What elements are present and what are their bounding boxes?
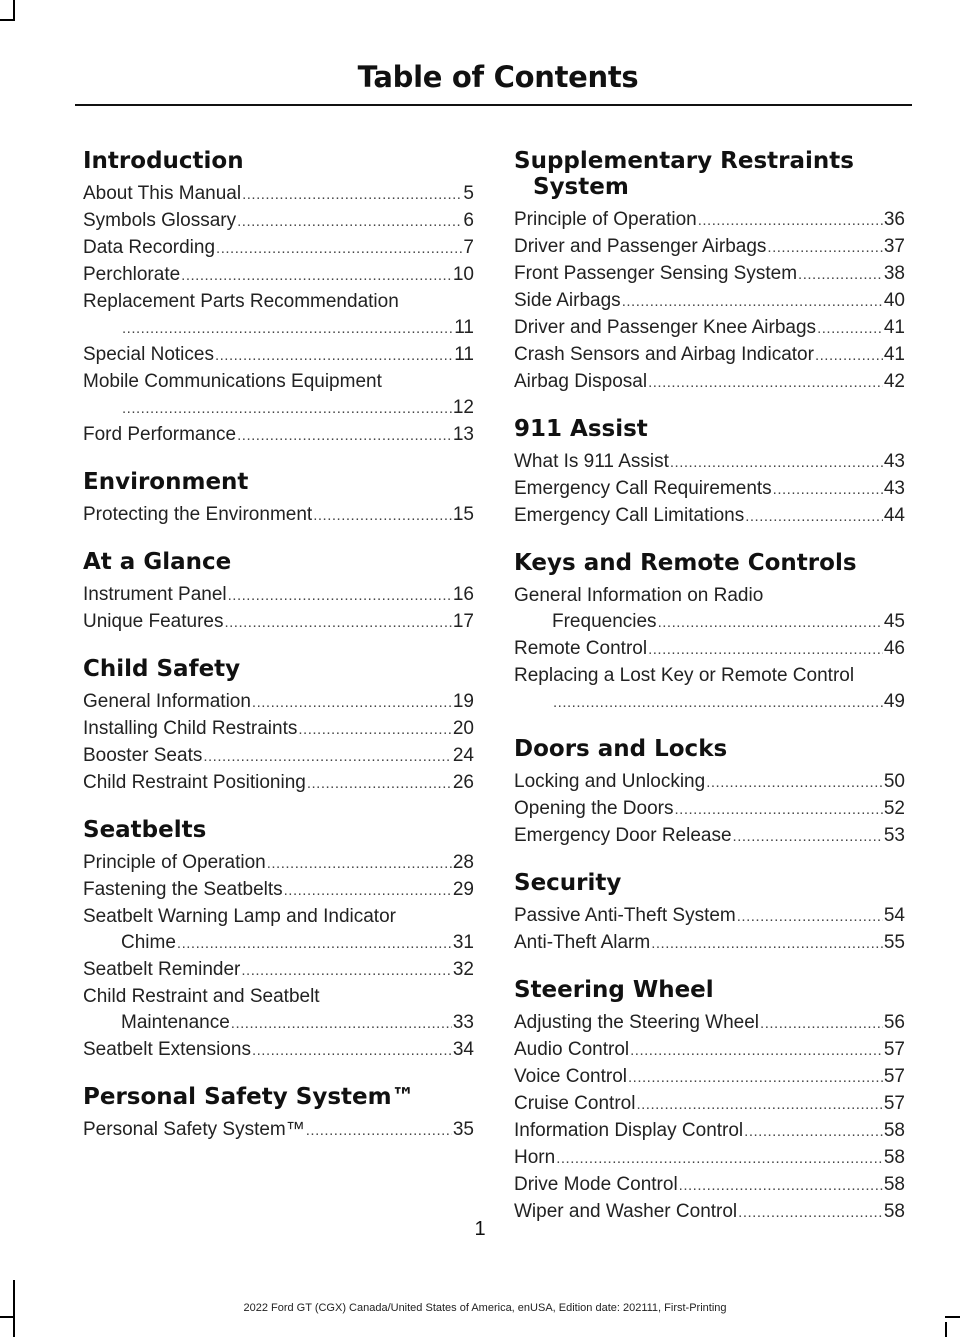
toc-entry[interactable] (514, 1145, 905, 1172)
dot-leader (216, 236, 462, 262)
toc-entry[interactable] (514, 1172, 905, 1199)
toc-entry-title: Protecting the Environment (83, 504, 313, 525)
toc-entry-title: Replacement Parts Recommendation (83, 291, 399, 312)
toc-entry[interactable] (83, 689, 474, 716)
dot-leader (630, 1038, 883, 1064)
section-heading: Steering Wheel (514, 977, 714, 1003)
toc-entry[interactable] (514, 315, 905, 342)
dot-leader (556, 1146, 883, 1172)
toc-entry[interactable] (514, 823, 905, 850)
toc-entry-title: Emergency Call Requirements (514, 478, 772, 499)
toc-entry-page: 32 (452, 959, 474, 980)
dot-leader (215, 343, 453, 369)
toc-entry-title: Cruise Control (514, 1093, 636, 1114)
toc-entry-leader-row (533, 609, 905, 636)
toc-entry-title: Anti-Theft Alarm (514, 932, 651, 953)
dot-leader (670, 450, 883, 476)
toc-entry[interactable] (83, 850, 474, 877)
toc-entry-row (83, 422, 474, 449)
toc-section (514, 416, 905, 530)
toc-entry-title: Airbag Disposal (514, 371, 648, 392)
section-heading: Security (514, 870, 622, 896)
toc-entry-row (83, 181, 474, 208)
toc-section (514, 148, 905, 396)
toc-entry-page: 6 (463, 210, 474, 231)
toc-entry[interactable] (514, 1118, 905, 1145)
toc-entry-page: 50 (883, 771, 905, 792)
dot-leader (306, 1118, 452, 1144)
toc-section (514, 977, 905, 1226)
dot-leader (628, 1065, 883, 1091)
toc-entry-row (514, 261, 905, 288)
toc-entry-leader-row (102, 1010, 474, 1037)
toc-entry[interactable] (83, 984, 474, 1037)
toc-entry-row (83, 235, 474, 262)
page-number: 1 (474, 1218, 486, 1240)
toc-entry-row (83, 1117, 474, 1144)
toc-entry-row (83, 609, 474, 636)
dot-leader (298, 717, 451, 743)
section-heading: Doors and Locks (514, 736, 728, 762)
dot-leader (648, 637, 883, 663)
toc-entry-page: 37 (883, 236, 905, 257)
toc-entry-page: 45 (883, 611, 905, 632)
toc-entry-title: Principle of Operation (83, 852, 266, 873)
page-title: Table of Contents (357, 60, 639, 94)
dot-leader (675, 797, 883, 823)
dot-leader (744, 1119, 883, 1145)
toc-entry-title: Voice Control (514, 1066, 628, 1087)
toc-entry-title: Unique Features (83, 611, 224, 632)
toc-entry[interactable] (83, 181, 474, 208)
toc-entry[interactable] (514, 207, 905, 234)
toc-entry[interactable] (83, 342, 474, 369)
toc-entry-row (83, 770, 474, 797)
dot-leader (181, 263, 452, 289)
toc-entry-page: 41 (883, 317, 905, 338)
toc-entry[interactable] (514, 369, 905, 396)
toc-entry-page: 55 (883, 932, 905, 953)
toc-entry-title: General Information (83, 691, 251, 712)
dot-leader (658, 610, 883, 636)
toc-entry[interactable] (83, 422, 474, 449)
toc-section (83, 549, 474, 636)
toc-entry-row (514, 1172, 905, 1199)
toc-entry[interactable] (83, 904, 474, 957)
toc-entry-row (83, 957, 474, 984)
toc-entry-row (514, 342, 905, 369)
toc-entry-page: 34 (452, 1039, 474, 1060)
toc-entry[interactable] (514, 1037, 905, 1064)
section-heading: Environment (83, 469, 249, 495)
toc-entry-title: Booster Seats (83, 745, 203, 766)
toc-entry-row (83, 689, 474, 716)
section-heading: 911 Assist (514, 416, 648, 442)
toc-entry-row (514, 1010, 905, 1037)
toc-left-column (83, 148, 474, 1164)
toc-entry-page: 57 (883, 1039, 905, 1060)
toc-entry-row (514, 823, 905, 850)
dot-leader (237, 209, 462, 235)
toc-entry-page: 58 (883, 1174, 905, 1195)
toc-entry[interactable] (83, 582, 474, 609)
toc-entry-title: Child Restraint and Seatbelt (83, 986, 320, 1007)
toc-entry-title: Emergency Door Release (514, 825, 732, 846)
toc-entry-row (514, 1037, 905, 1064)
toc-entry[interactable] (514, 234, 905, 261)
crop-mark (945, 1316, 960, 1318)
toc-entry[interactable] (514, 583, 905, 636)
toc-entry-title: Audio Control (514, 1039, 630, 1060)
toc-entry[interactable] (83, 609, 474, 636)
toc-right-column (514, 148, 905, 1246)
toc-entry-title: Remote Control (514, 638, 648, 659)
toc-entry-page: 24 (452, 745, 474, 766)
dot-leader (698, 208, 883, 234)
toc-entry-page: 54 (883, 905, 905, 926)
toc-entry[interactable] (83, 1117, 474, 1144)
toc-entry-row (83, 877, 474, 904)
dot-leader (733, 824, 883, 850)
toc-entry-row (83, 850, 474, 877)
toc-entry-page: 31 (452, 932, 474, 953)
toc-entry[interactable] (83, 743, 474, 770)
toc-entry-title: General Information on Radio (514, 585, 764, 606)
crop-mark (0, 1316, 15, 1318)
toc-entry-title: Perchlorate (83, 264, 181, 285)
dot-leader (228, 583, 452, 609)
dot-leader (679, 1173, 883, 1199)
toc-entry-page: 43 (883, 478, 905, 499)
toc-entry-title: About This Manual (83, 183, 242, 204)
toc-entry-row (83, 1037, 474, 1064)
toc-entry-title: Seatbelt Extensions (83, 1039, 251, 1060)
toc-entry-title: Instrument Panel (83, 584, 227, 605)
toc-entry-page: 33 (452, 1012, 474, 1033)
toc-entry-title: Installing Child Restraints (83, 718, 298, 739)
toc-entry[interactable] (83, 235, 474, 262)
toc-entry-page: 20 (452, 718, 474, 739)
toc-entry[interactable] (83, 957, 474, 984)
toc-entry[interactable] (83, 289, 474, 342)
section-heading: Introduction (83, 148, 244, 174)
toc-entry[interactable] (514, 261, 905, 288)
toc-entry-title: Seatbelt Warning Lamp and Indicator (83, 906, 396, 927)
dot-leader (122, 316, 453, 342)
dot-leader (636, 1092, 882, 1118)
toc-entry-title: Emergency Call Limitations (514, 505, 745, 526)
dot-leader (284, 878, 452, 904)
toc-section (514, 550, 905, 716)
section-heading: Personal Safety System™ (83, 1084, 415, 1110)
toc-section (83, 656, 474, 797)
toc-entry-title: Horn (514, 1147, 556, 1168)
section-heading: Child Safety (83, 656, 241, 682)
crop-mark (0, 19, 15, 21)
toc-entry-row (514, 1064, 905, 1091)
toc-entry-row (83, 342, 474, 369)
toc-entry-page: 57 (883, 1066, 905, 1087)
toc-entry-page: 35 (452, 1119, 474, 1140)
toc-entry-row (514, 369, 905, 396)
toc-entry-page: 7 (463, 237, 474, 258)
toc-entry-row (514, 1145, 905, 1172)
toc-entry-row (83, 743, 474, 770)
toc-entry-page: 28 (452, 852, 474, 873)
dot-leader (177, 931, 452, 957)
dot-leader (313, 503, 452, 529)
dot-leader (767, 235, 882, 261)
toc-entry-row (514, 503, 905, 530)
dot-leader (553, 690, 883, 716)
dot-leader (242, 182, 462, 208)
toc-entry[interactable] (83, 1037, 474, 1064)
toc-entry-page: 10 (452, 264, 474, 285)
toc-entry-page: 15 (452, 504, 474, 525)
toc-entry-page: 44 (883, 505, 905, 526)
section-heading: Supplementary Restraints System (514, 148, 854, 200)
toc-entry[interactable] (514, 1010, 905, 1037)
toc-entry-title: Side Airbags (514, 290, 621, 311)
toc-entry[interactable] (514, 663, 905, 716)
toc-entry-title: Locking and Unlocking (514, 771, 706, 792)
toc-entry-title: Crash Sensors and Airbag Indicator (514, 344, 814, 365)
dot-leader (648, 370, 883, 396)
dot-leader (760, 1011, 883, 1037)
toc-entry-row (514, 207, 905, 234)
section-heading: At a Glance (83, 549, 232, 575)
dot-leader (252, 1038, 452, 1064)
dot-leader (622, 289, 883, 315)
toc-entry-title: Principle of Operation (514, 209, 697, 230)
toc-entry-leader-row (102, 930, 474, 957)
toc-entry-row (514, 1091, 905, 1118)
crop-mark (13, 0, 15, 20)
toc-entry-page: 53 (883, 825, 905, 846)
toc-entry-page: 16 (452, 584, 474, 605)
toc-entry[interactable] (83, 877, 474, 904)
toc-entry-title: Driver and Passenger Airbags (514, 236, 767, 257)
toc-entry-page: 40 (883, 290, 905, 311)
toc-entry-page: 46 (883, 638, 905, 659)
toc-entry[interactable] (514, 288, 905, 315)
toc-entry-title: Child Restraint Positioning (83, 772, 306, 793)
dot-leader (203, 744, 452, 770)
toc-entry[interactable] (514, 930, 905, 957)
toc-entry[interactable] (83, 208, 474, 235)
toc-entry-title: Driver and Passenger Knee Airbags (514, 317, 817, 338)
toc-entry-page: 36 (883, 209, 905, 230)
toc-entry-page: 29 (452, 879, 474, 900)
toc-entry-title: Fastening the Seatbelts (83, 879, 283, 900)
dot-leader (267, 851, 452, 877)
toc-section (514, 870, 905, 957)
crop-mark (945, 1322, 947, 1337)
toc-entry[interactable] (514, 636, 905, 663)
toc-entry-leader-row (102, 315, 474, 342)
dot-leader (737, 904, 883, 930)
toc-entry-title: Opening the Doors (514, 798, 674, 819)
toc-entry-page: 38 (883, 263, 905, 284)
dot-leader (773, 477, 883, 503)
toc-entry-page: 58 (883, 1201, 905, 1222)
toc-entry-row (514, 449, 905, 476)
toc-entry-page: 43 (883, 451, 905, 472)
toc-entry[interactable] (514, 1091, 905, 1118)
toc-entry-page: 52 (883, 798, 905, 819)
toc-entry-page: 26 (452, 772, 474, 793)
header-rule (75, 104, 912, 106)
toc-entry-title: What Is 911 Assist (514, 451, 669, 472)
toc-entry-row (514, 796, 905, 823)
toc-entry-row (514, 476, 905, 503)
toc-entry-title: Drive Mode Control (514, 1174, 678, 1195)
toc-entry[interactable] (83, 262, 474, 289)
toc-entry[interactable] (514, 903, 905, 930)
toc-entry-title: Replacing a Lost Key or Remote Control (514, 665, 855, 686)
toc-entry-page: 58 (883, 1147, 905, 1168)
toc-entry-title: Adjusting the Steering Wheel (514, 1012, 760, 1033)
toc-entry-title-cont: Chime (121, 932, 176, 953)
toc-entry-leader-row (533, 689, 905, 716)
toc-entry-page: 17 (452, 611, 474, 632)
toc-entry[interactable] (514, 476, 905, 503)
toc-entry-page: 12 (452, 397, 474, 418)
toc-entry[interactable] (83, 716, 474, 743)
dot-leader (122, 396, 452, 422)
toc-entry-title: Information Display Control (514, 1120, 744, 1141)
dot-leader (224, 610, 451, 636)
toc-entry-row (514, 930, 905, 957)
toc-entry-title: Wiper and Washer Control (514, 1201, 738, 1222)
toc-entry-page: 58 (883, 1120, 905, 1141)
toc-entry-row (514, 288, 905, 315)
toc-entry[interactable] (83, 502, 474, 529)
toc-entry-row (83, 208, 474, 235)
toc-entry-page: 11 (454, 317, 474, 338)
toc-entry-page: 56 (883, 1012, 905, 1033)
toc-entry-page: 11 (454, 344, 474, 365)
toc-entry-row (514, 769, 905, 796)
toc-entry-page: 5 (463, 183, 474, 204)
toc-section (83, 817, 474, 1064)
dot-leader (817, 316, 883, 342)
toc-entry[interactable] (514, 1064, 905, 1091)
toc-entry-row (514, 636, 905, 663)
edition-footer: 2022 Ford GT (CGX) Canada/United States of America, enUSA, Edition date: 202111, First-Printing (243, 1302, 727, 1314)
toc-entry-title: Passive Anti-Theft System (514, 905, 736, 926)
toc-entry[interactable] (83, 770, 474, 797)
section-heading: Keys and Remote Controls (514, 550, 857, 576)
dot-leader (252, 690, 452, 716)
toc-entry-leader-row (102, 395, 474, 422)
toc-entry-page: 49 (883, 691, 905, 712)
dot-leader (798, 262, 883, 288)
toc-entry-title: Special Notices (83, 344, 214, 365)
toc-section (83, 1084, 474, 1144)
toc-entry-row (83, 716, 474, 743)
toc-entry[interactable] (514, 449, 905, 476)
toc-entry-title-cont: Maintenance (121, 1012, 230, 1033)
toc-entry-title: Symbols Glossary (83, 210, 237, 231)
toc-entry-row (514, 903, 905, 930)
toc-entry-row (514, 1118, 905, 1145)
dot-leader (231, 1011, 452, 1037)
toc-entry[interactable] (514, 503, 905, 530)
toc-entry-page: 13 (452, 424, 474, 445)
toc-section (83, 148, 474, 449)
toc-entry-row (83, 262, 474, 289)
toc-entry-title-cont: Frequencies (552, 611, 657, 632)
dot-leader (706, 770, 883, 796)
toc-entry[interactable] (514, 769, 905, 796)
toc-entry-page: 42 (883, 371, 905, 392)
toc-entry[interactable] (83, 369, 474, 422)
dot-leader (815, 343, 883, 369)
toc-entry-page: 41 (883, 344, 905, 365)
dot-leader (237, 423, 452, 449)
dot-leader (241, 958, 451, 984)
toc-entry-row (514, 234, 905, 261)
toc-entry-title: Ford Performance (83, 424, 237, 445)
toc-entry-title: Seatbelt Reminder (83, 959, 241, 980)
toc-entry-row (83, 502, 474, 529)
dot-leader (745, 504, 883, 530)
dot-leader (651, 931, 883, 957)
toc-entry-title: Front Passenger Sensing System (514, 263, 798, 284)
toc-entry-title: Data Recording (83, 237, 216, 258)
dot-leader (307, 771, 452, 797)
toc-section (83, 469, 474, 529)
toc-entry-row (83, 582, 474, 609)
toc-entry-title: Personal Safety System™ (83, 1119, 305, 1140)
toc-section (514, 736, 905, 850)
toc-entry[interactable] (514, 796, 905, 823)
toc-entry-page: 57 (883, 1093, 905, 1114)
toc-entry-title: Mobile Communications Equipment (83, 371, 382, 392)
toc-entry[interactable] (514, 342, 905, 369)
toc-entry-page: 19 (452, 691, 474, 712)
toc-entry-row (514, 315, 905, 342)
section-heading: Seatbelts (83, 817, 207, 843)
